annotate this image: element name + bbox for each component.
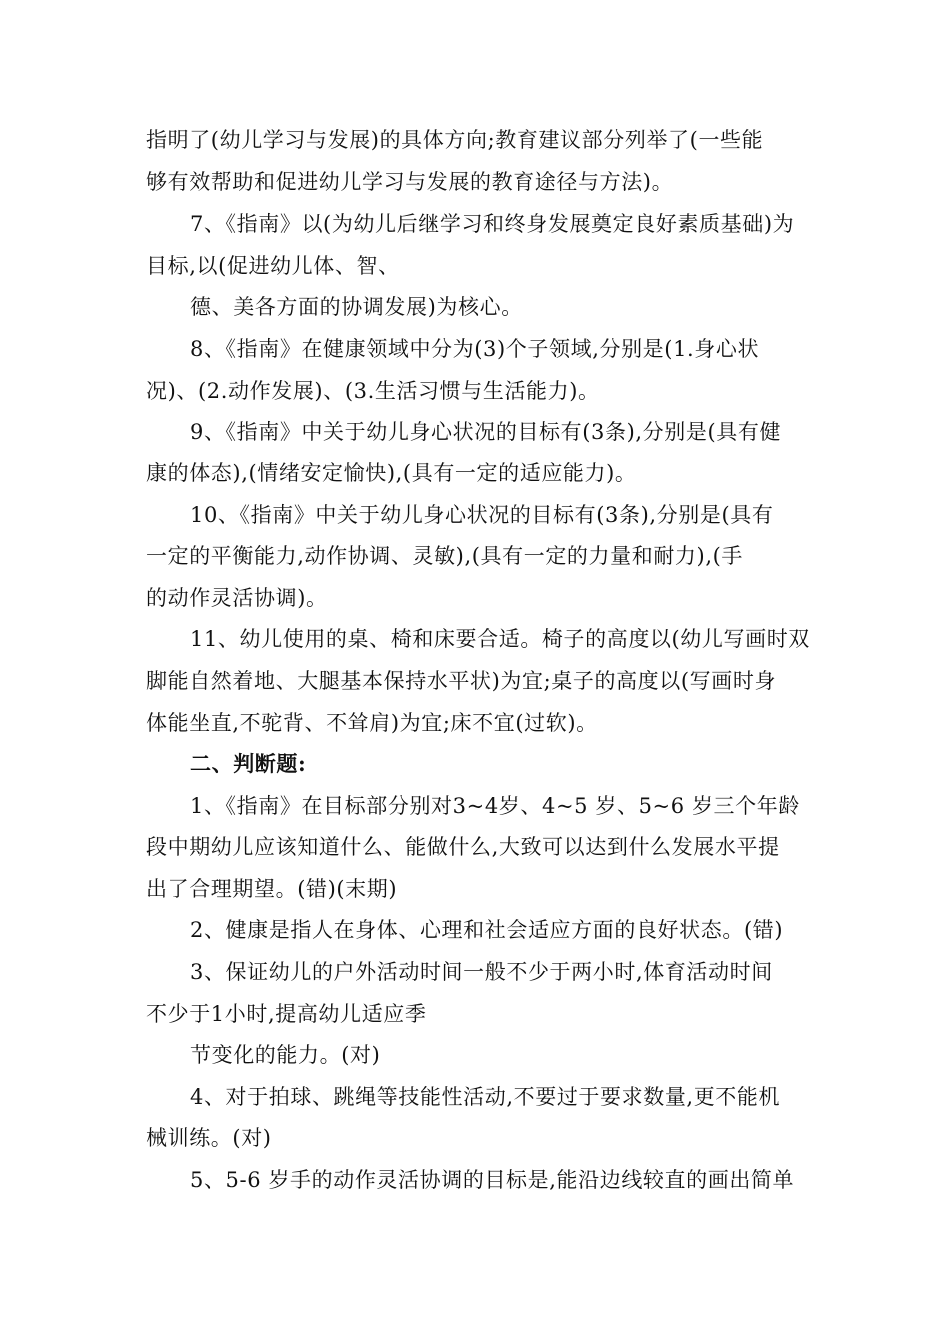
text-line: 脚能自然着地、大腿基本保持水平状)为宜;桌子的高度以(写画时身 (146, 669, 777, 693)
text-line: 体能坐直,不驼背、不耸肩)为宜;床不宜(过软)。 (146, 711, 598, 735)
text-line: 德、美各方面的协调发展)为核心。 (190, 295, 523, 319)
text-line: 械训练。(对) (146, 1126, 272, 1150)
text-line: 康的体态),(情绪安定愉快),(具有一定的适应能力)。 (146, 461, 637, 485)
text-line: 目标,以(促进幼儿体、智、 (146, 254, 400, 278)
text-line: 7、《指南》以(为幼儿后继学习和终身发展奠定良好素质基础)为 (190, 212, 795, 236)
text-line: 段中期幼儿应该知道什么、能做什么,大致可以达到什么发展水平提 (146, 835, 780, 859)
text-line: 2、健康是指人在身体、心理和社会适应方面的良好状态。(错) (190, 918, 784, 942)
text-line: 节变化的能力。(对) (190, 1043, 381, 1067)
text-line: 指明了(幼儿学习与发展)的具体方向;教育建议部分列举了(一些能 (146, 128, 764, 152)
text-line: 1、《指南》在目标部分别对3~4岁、4~5 岁、5~6 岁三个年龄 (190, 794, 800, 818)
text-line: 出了合理期望。(错)(末期) (146, 877, 398, 901)
text-line: 一定的平衡能力,动作协调、灵敏),(具有一定的力量和耐力),(手 (146, 544, 743, 568)
text-line: 9、《指南》中关于幼儿身心状况的目标有(3条),分别是(具有健 (190, 420, 782, 444)
text-line: 10、《指南》中关于幼儿身心状况的目标有(3条),分别是(具有 (190, 503, 774, 527)
text-line: 11、幼儿使用的桌、椅和床要合适。椅子的高度以(幼儿写画时双 (190, 627, 810, 651)
text-line: 够有效帮助和促进幼儿学习与发展的教育途径与方法)。 (146, 170, 674, 194)
text-line: 不少于1小时,提高幼儿适应季 (146, 1002, 427, 1026)
text-line: 8、《指南》在健康领域中分为(3)个子领域,分别是(1.身心状 (190, 337, 760, 361)
text-line: 况)、(2.动作发展)、(3.生活习惯与生活能力)。 (146, 379, 600, 403)
text-line: 5、5-6 岁手的动作灵活协调的目标是,能沿边线较直的画出简单 (190, 1168, 795, 1192)
text-line: 3、保证幼儿的户外活动时间一般不少于两小时,体育活动时间 (190, 960, 773, 984)
text-line: 4、对于拍球、跳绳等技能性活动,不要过于要求数量,更不能机 (190, 1085, 781, 1109)
section-heading: 二、判断题: (190, 751, 307, 776)
text-line: 的动作灵活协调)。 (146, 586, 328, 610)
